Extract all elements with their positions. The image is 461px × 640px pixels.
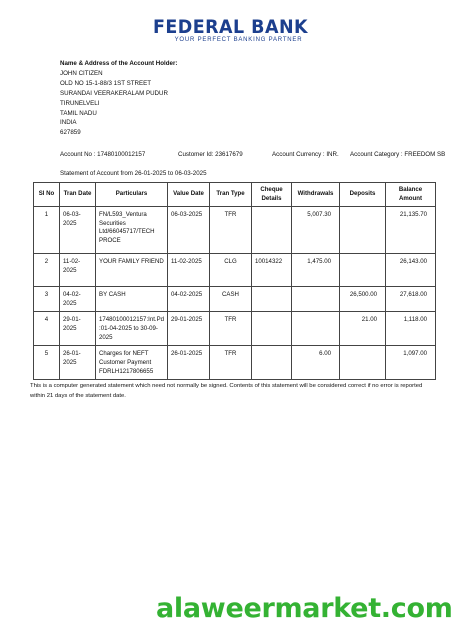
holder-address-line: OLD NO 15-1-88/3 1ST STREET xyxy=(60,79,152,87)
holder-address-line: INDIA xyxy=(60,119,77,127)
holder-heading: Name & Address of the Account Holder: xyxy=(60,60,178,67)
cell-particulars: 17480100012157:Int.Pd :01-04-2025 to 30-09-2025 xyxy=(96,312,168,346)
cell-particulars: FN/L593_Ventura Securities Ltd/66045717/TECH PROCE xyxy=(96,207,168,254)
cell-balance: 1,118.00 xyxy=(386,312,436,346)
cell-tran-type: TFR xyxy=(210,346,252,380)
cell-balance: 26,143.00 xyxy=(386,254,436,287)
cell-deposits: 26,500.00 xyxy=(340,287,386,312)
transactions-table xyxy=(33,182,436,380)
cell-particulars: Charges for NEFT Customer Payment FDRLH1217806655 xyxy=(96,346,168,380)
cell-withdrawals: 6.00 xyxy=(292,346,340,380)
cell-withdrawals xyxy=(292,287,340,312)
cell-particulars: BY CASH xyxy=(96,287,168,312)
col-header-tran-type: Tran Type xyxy=(210,183,252,207)
cell-sl-no: 5 xyxy=(34,346,60,380)
account-currency: Account Currency : INR. xyxy=(272,151,339,158)
col-header-tran-date: Tran Date xyxy=(60,183,96,207)
table-header-row xyxy=(34,183,436,207)
cell-tran-type: TFR xyxy=(210,312,252,346)
cell-tran-date: 04-02-2025 xyxy=(60,287,96,312)
cell-value-date: 04-02-2025 xyxy=(168,287,210,312)
cell-deposits xyxy=(340,207,386,254)
holder-address-line: TIRUNELVELI xyxy=(60,99,100,107)
cell-value-date: 26-01-2025 xyxy=(168,346,210,380)
cell-value-date: 29-01-2025 xyxy=(168,312,210,346)
col-header-withdrawals: Withdrawals xyxy=(292,183,340,207)
holder-address-line: TAMIL NADU xyxy=(60,109,97,117)
cell-value-date: 06-03-2025 xyxy=(168,207,210,254)
cell-sl-no: 4 xyxy=(34,312,60,346)
cell-balance: 1,097.00 xyxy=(386,346,436,380)
cell-deposits: 21.00 xyxy=(340,312,386,346)
col-header-balance: Balance Amount xyxy=(386,183,436,207)
cell-tran-type: CASH xyxy=(210,287,252,312)
cell-deposits xyxy=(340,254,386,287)
holder-address-line: SURANDAI VEERAKERALAM PUDUR xyxy=(60,89,168,97)
cell-cheque-details xyxy=(252,287,292,312)
statement-period: Statement of Account from 26-01-2025 to 06-03-2025 xyxy=(60,170,207,177)
holder-name: JOHN CITIZEN xyxy=(60,69,103,77)
customer-id: Customer Id: 23617679 xyxy=(178,151,243,158)
cell-tran-date: 06-03-2025 xyxy=(60,207,96,254)
footer-note: This is a computer generated statement which need not normally be signed. Contents of this statement will be considered correct if no error is reported within 21 days of the statement date. xyxy=(30,383,423,399)
cell-cheque-details: 10014322 xyxy=(252,254,292,287)
table-row xyxy=(34,312,436,346)
cell-tran-date: 11-02-2025 xyxy=(60,254,96,287)
cell-cheque-details xyxy=(252,312,292,346)
table-row xyxy=(34,254,436,287)
cell-sl-no: 3 xyxy=(34,287,60,312)
cell-sl-no: 2 xyxy=(34,254,60,287)
bank-logo xyxy=(0,16,461,43)
cell-tran-date: 26-01-2025 xyxy=(60,346,96,380)
col-header-cheque-details: Cheque Details xyxy=(252,183,292,207)
cell-balance: 27,618.00 xyxy=(386,287,436,312)
cell-withdrawals: 1,475.00 xyxy=(292,254,340,287)
cell-withdrawals xyxy=(292,312,340,346)
cell-withdrawals: 5,007.30 xyxy=(292,207,340,254)
table-row xyxy=(34,287,436,312)
cell-tran-date: 29-01-2025 xyxy=(60,312,96,346)
cell-tran-type: TFR xyxy=(210,207,252,254)
cell-tran-type: CLG xyxy=(210,254,252,287)
watermark: alaweermarket.com xyxy=(156,593,453,624)
cell-particulars: YOUR FAMILY FRIEND xyxy=(96,254,168,287)
col-header-sl-no: Sl No xyxy=(34,183,60,207)
cell-cheque-details xyxy=(252,207,292,254)
holder-postcode: 627859 xyxy=(60,129,81,137)
col-header-deposits: Deposits xyxy=(340,183,386,207)
table-row xyxy=(34,346,436,380)
col-header-particulars: Particulars xyxy=(96,183,168,207)
account-holder-block xyxy=(60,59,177,138)
cell-balance: 21,135.70 xyxy=(386,207,436,254)
cell-sl-no: 1 xyxy=(34,207,60,254)
bank-tagline: YOUR PERFECT BANKING PARTNER xyxy=(174,37,303,43)
cell-cheque-details xyxy=(252,346,292,380)
col-header-value-date: Value Date xyxy=(168,183,210,207)
cell-value-date: 11-02-2025 xyxy=(168,254,210,287)
account-number: Account No : 17480100012157 xyxy=(60,151,146,158)
account-category: Account Category : FREEDOM SB xyxy=(350,151,446,158)
cell-deposits xyxy=(340,346,386,380)
bank-name: FEDERAL BANK xyxy=(152,16,309,38)
table-row xyxy=(34,207,436,254)
